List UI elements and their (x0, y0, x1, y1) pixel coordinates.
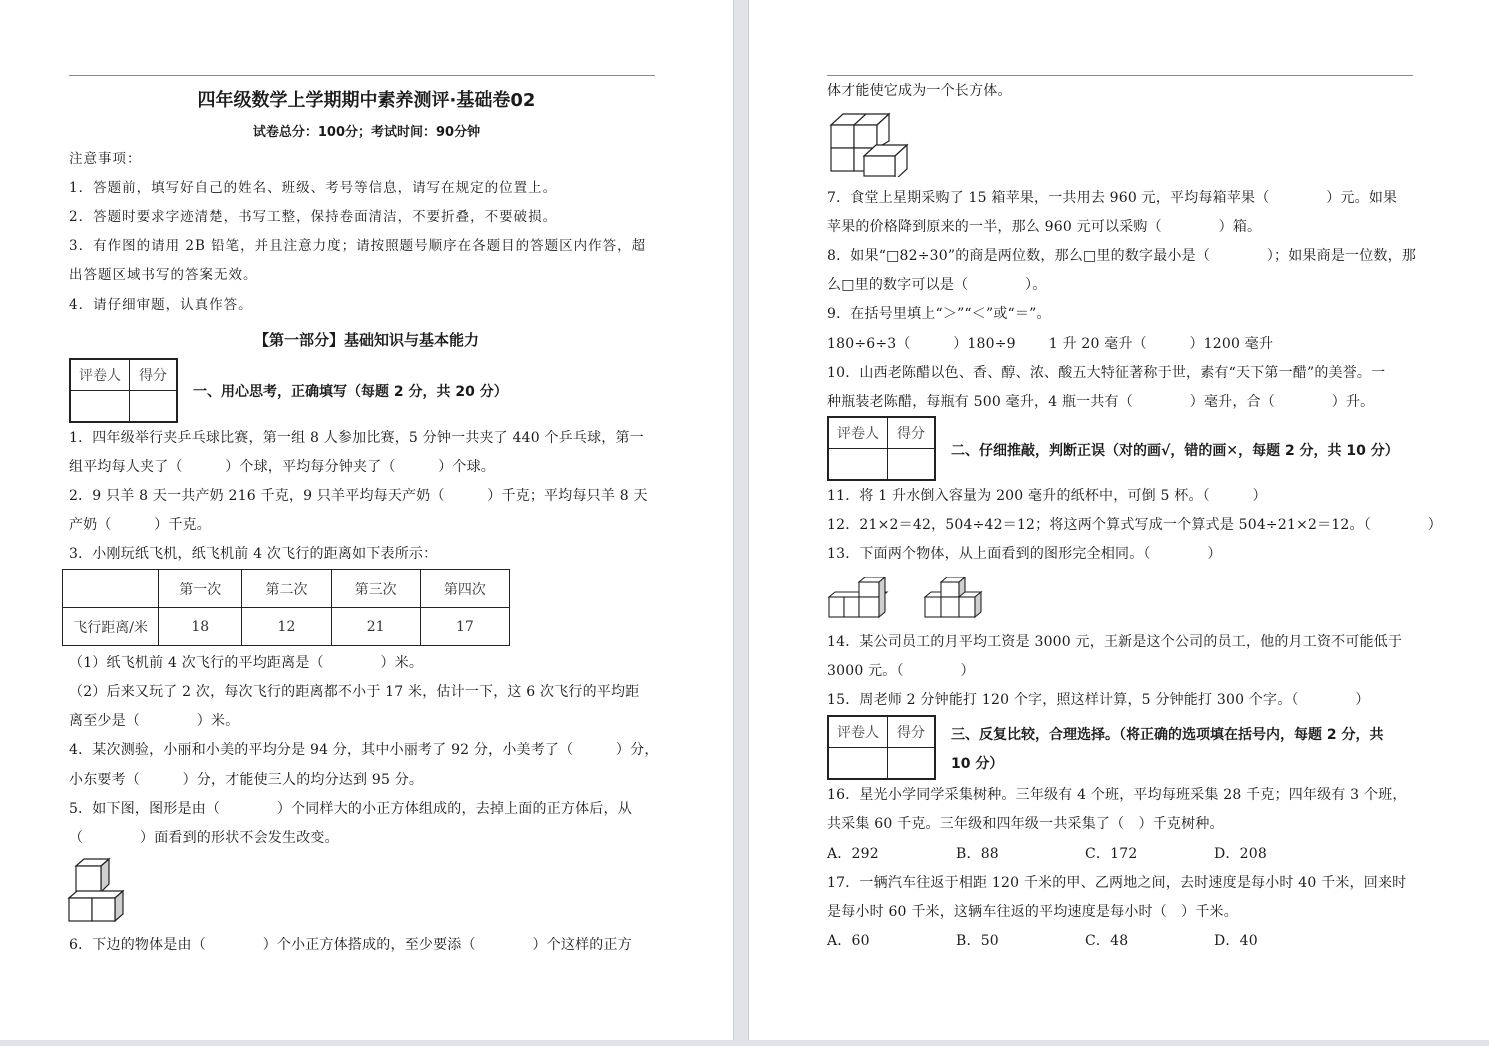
grader-score-field[interactable] (888, 748, 936, 780)
grader-box-3 (827, 715, 936, 780)
cube-stack-q5-icon (66, 856, 126, 924)
grader-score-field[interactable] (888, 449, 936, 481)
q16-option-c: C．172 (1085, 846, 1138, 862)
header-rule (827, 75, 1413, 76)
q5-line-1: 5．如下图，图形是由（ ）个同样大的小正方体组成的，去掉上面的正方体后，从 (69, 801, 632, 817)
note-2: 2．答题时要求字迹清楚，书写工整，保持卷面清洁，不要折叠，不要破损。 (69, 209, 558, 225)
note-3: 3．有作图的请用 2B 铅笔，并且注意力度；请按照题号顺序在各题目的答题区内作答，超 (69, 238, 647, 254)
q2-line-1: 2．9 只羊 8 天一共产奶 216 千克，9 只羊平均每天产奶（ ）千克；平均每只羊 8 天 (69, 488, 648, 504)
q14-line-2: 3000 元。（ ） (827, 663, 975, 679)
grader-score-label: 得分 (130, 359, 178, 391)
q16-option-d: D．208 (1214, 846, 1267, 862)
q4-line-1: 4．某次测验，小丽和小美的平均分是 94 分，其中小丽考了 92 分，小美考了（ ）分， (69, 742, 659, 758)
cube-pair-q13-icon (827, 577, 987, 619)
table-header: 第一次 (159, 570, 242, 608)
grader-reviewer-field[interactable] (828, 449, 888, 481)
q9-line-1: 9．在括号里填上“＞”“＜”或“＝”。 (827, 306, 1051, 322)
table-header: 第三次 (331, 570, 420, 608)
notes-heading: 注意事项： (69, 151, 142, 167)
table-cell: 12 (242, 608, 331, 646)
part-heading: 【第一部分】基础知识与基本能力 (253, 331, 479, 349)
cube-stack-q6-icon (829, 111, 909, 177)
grader-reviewer-label: 评卷人 (828, 716, 888, 748)
q10-line-2: 种瓶装老陈醋，每瓶有 500 毫升，4 瓶一共有（ ）毫升，合（ ）升。 (827, 394, 1375, 410)
q3-part-2-cont: 离至少是（ ）米。 (69, 713, 240, 729)
flight-distance-table (62, 569, 510, 646)
note-3-cont: 出答题区域书写的答案无效。 (69, 267, 258, 283)
q16-line-1: 16．星光小学同学采集树种。三年级有 4 个班，平均每班采集 28 千克；四年级有 3 个班， (827, 787, 1407, 803)
grader-score-field[interactable] (130, 391, 178, 423)
q8-line-1: 8．如果“□82÷30”的商是两位数，那么□里的数字最小是（ ）；如果商是一位数，那 (827, 248, 1417, 264)
grader-box-2 (827, 416, 936, 481)
q17-line-2: 是每小时 60 千米，这辆车往返的平均速度是每小时（ ）千米。 (827, 904, 1238, 920)
table-cell: 17 (420, 608, 509, 646)
table-cell: 18 (159, 608, 242, 646)
q17-option-c: C．48 (1085, 933, 1129, 949)
q17-line-1: 17．一辆汽车往返于相距 120 千米的甲、乙两地之间，去时速度是每小时 40 千米，回来时 (827, 875, 1407, 891)
grader-score-label: 得分 (888, 716, 936, 748)
q16-option-b: B．88 (956, 846, 999, 862)
grader-box-1 (69, 358, 178, 423)
q3-part-1: （1）纸飞机前 4 次飞行的平均距离是（ ）米。 (69, 655, 424, 671)
q16-line-2: 共采集 60 千克。三年级和四年级一共采集了（ ）千克树种。 (827, 816, 1224, 832)
q15-line: 15．周老师 2 分钟能打 120 个字，照这样计算，5 分钟能打 300 个字。（ ） (827, 692, 1370, 708)
q7-line-1: 7．食堂上星期采购了 15 箱苹果，一共用去 960 元，平均每箱苹果（ ）元。如果 (827, 190, 1398, 206)
q2-line-2: 产奶（ ）千克。 (69, 517, 211, 533)
document-title: 四年级数学上学期期中素养测评·基础卷02 (197, 90, 536, 111)
page-2 (748, 0, 1489, 1040)
note-4: 4．请仔细审题，认真作答。 (69, 297, 253, 313)
table-header-empty (63, 570, 159, 608)
q1-line-2: 组平均每人夹了（ ）个球，平均每分钟夹了（ ）个球。 (69, 459, 495, 475)
q4-line-2: 小东要考（ ）分，才能使三人的均分达到 95 分。 (69, 772, 424, 788)
q3-part-2: （2）后来又玩了 2 次，每次飞行的距离都不小于 17 米，估计一下，这 6 次飞行的平均距 (69, 684, 640, 700)
q16-option-a: A．292 (827, 846, 879, 862)
table-header: 第二次 (242, 570, 331, 608)
section-1-title: 一、用心思考，正确填写（每题 2 分，共 20 分） (193, 384, 508, 400)
q12-line: 12．21×2＝42，504÷42＝12；将这两个算式写成一个算式是 504÷21×2＝12。（ ） (827, 517, 1442, 533)
q9-line-2: 180÷6÷3（ ）180÷9 1 升 20 毫升（ ）1200 毫升 (827, 336, 1274, 352)
table-row-label: 飞行距离/米 (63, 608, 159, 646)
q17-option-d: D．40 (1214, 933, 1258, 949)
q5-line-2: （ ）面看到的形状不会发生改变。 (69, 830, 339, 846)
note-1: 1．答题前，填写好自己的姓名、班级、考号等信息，请写在规定的位置上。 (69, 180, 558, 196)
q11-line: 11．将 1 升水倒入容量为 200 毫升的纸杯中，可倒 5 杯。（ ） (827, 488, 1267, 504)
document-subtitle: 试卷总分：100分；考试时间：90分钟 (252, 125, 481, 140)
header-rule (69, 75, 655, 76)
section-3-title: 三、反复比较，合理选择。（将正确的选项填在括号内，每题 2 分，共 (951, 727, 1384, 743)
q3-line-1: 3．小刚玩纸飞机，纸飞机前 4 次飞行的距离如下表所示： (69, 546, 438, 562)
q1-line-1: 1．四年级举行夹乒乓球比赛，第一组 8 人参加比赛，5 分钟一共夹了 440 个乒乓球，第一 (69, 430, 644, 446)
grader-reviewer-field[interactable] (70, 391, 130, 423)
q17-option-b: B．50 (956, 933, 999, 949)
q6-line-2: 体才能使它成为一个长方体。 (827, 83, 1012, 99)
q13-line: 13．下面两个物体，从上面看到的图形完全相同。（ ） (827, 546, 1222, 562)
q10-line-1: 10．山西老陈醋以色、香、醇、浓、酸五大特征著称于世，素有“天下第一醋”的美誉。一 (827, 365, 1386, 381)
grader-reviewer-label: 评卷人 (828, 417, 888, 449)
grader-score-label: 得分 (888, 417, 936, 449)
q7-line-2: 苹果的价格降到原来的一半，那么 960 元可以采购（ ）箱。 (827, 219, 1262, 235)
grader-reviewer-field[interactable] (828, 748, 888, 780)
section-2-title: 二、仔细推敲，判断正误（对的画√，错的画✕，每题 2 分，共 10 分） (951, 443, 1399, 459)
q8-line-2: 么□里的数字可以是（ ）。 (827, 277, 1047, 293)
table-header: 第四次 (420, 570, 509, 608)
q14-line-1: 14．某公司员工的月平均工资是 3000 元，王新是这个公司的员工，他的月工资不可能低于 (827, 634, 1403, 650)
q17-option-a: A．60 (827, 933, 870, 949)
q6-line-1: 6．下边的物体是由（ ）个小正方体搭成的，至少要添（ ）个这样的正方 (69, 937, 632, 953)
page-1 (0, 0, 734, 1040)
table-cell: 21 (331, 608, 420, 646)
viewer-bottom-edge (0, 1040, 1489, 1046)
section-3-title-cont: 10 分） (951, 756, 1004, 772)
grader-reviewer-label: 评卷人 (70, 359, 130, 391)
